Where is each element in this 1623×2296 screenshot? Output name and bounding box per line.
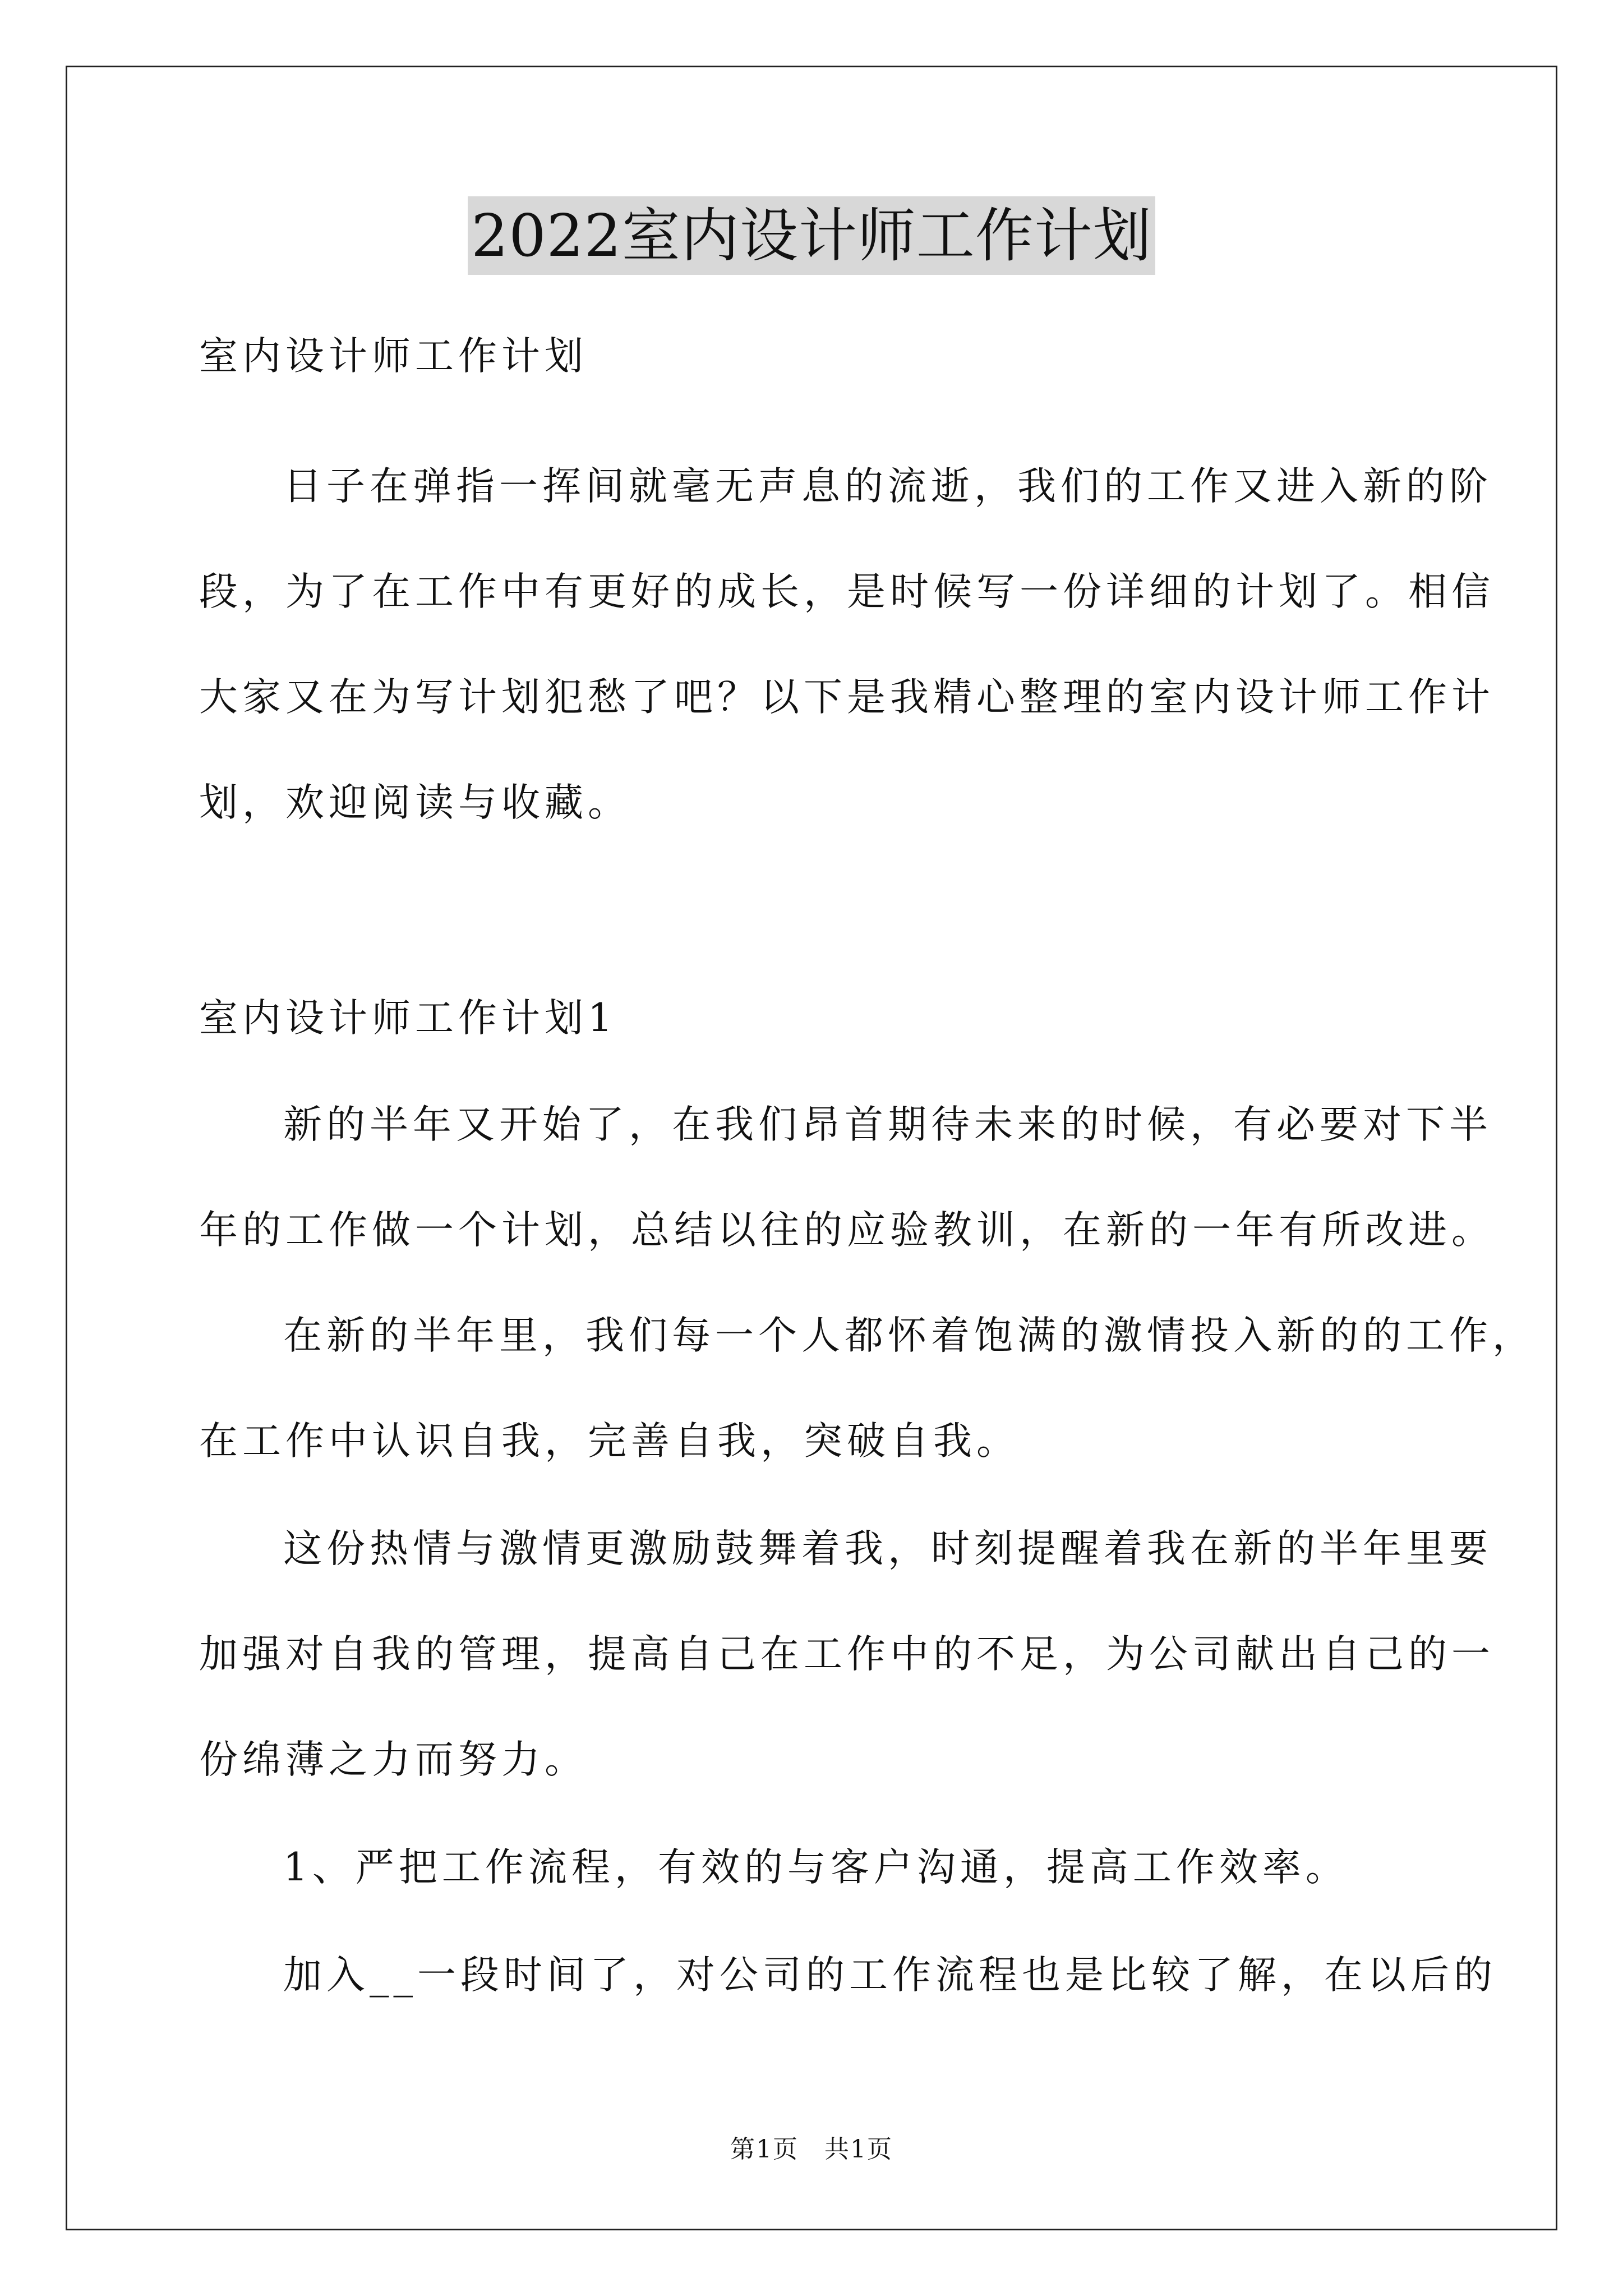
paragraph-line: 加入__一段时间了，对公司的工作流程也是比较了解，在以后的 [283,1953,1497,1998]
section-heading: 室内设计师工作计划 [199,334,588,379]
paragraph-line: 份绵薄之力而努力。 [199,1737,588,1782]
paragraph-line: 在新的半年里，我们每一个人都怀着饱满的激情投入新的的工作， [283,1313,1536,1358]
paragraph-line: 划，欢迎阅读与收藏。 [199,780,631,825]
paragraph-line: 在工作中认识自我，完善自我，突破自我。 [199,1419,1020,1464]
paragraph-line: 这份热情与激情更激励鼓舞着我，时刻提醒着我在新的半年里要 [283,1526,1492,1571]
page-footer: 第1页 共1页 [730,2135,893,2164]
paragraph-line: 大家又在为写计划犯愁了吧？以下是我精心整理的室内设计师工作计 [199,675,1495,720]
paragraph-line: 新的半年又开始了，在我们昂首期待未来的时候，有必要对下半 [283,1102,1492,1147]
document-title: 2022室内设计师工作计划 [468,196,1155,275]
paragraph-line: 段，为了在工作中有更好的成长，是时候写一份详细的计划了。相信 [199,569,1495,614]
paragraph-line: 年的工作做一个计划，总结以往的应验教训，在新的一年有所改进。 [199,1208,1495,1253]
paragraph-line: 日子在弹指一挥间就毫无声息的流逝，我们的工作又进入新的阶 [283,464,1492,509]
section-heading: 室内设计师工作计划1 [199,996,617,1041]
paragraph-line: 加强对自我的管理，提高自己在工作中的不足，为公司献出自己的一 [199,1632,1495,1677]
title-container [0,196,1623,275]
list-item: 1、严把工作流程，有效的与客户沟通，提高工作效率。 [283,1845,1349,1890]
